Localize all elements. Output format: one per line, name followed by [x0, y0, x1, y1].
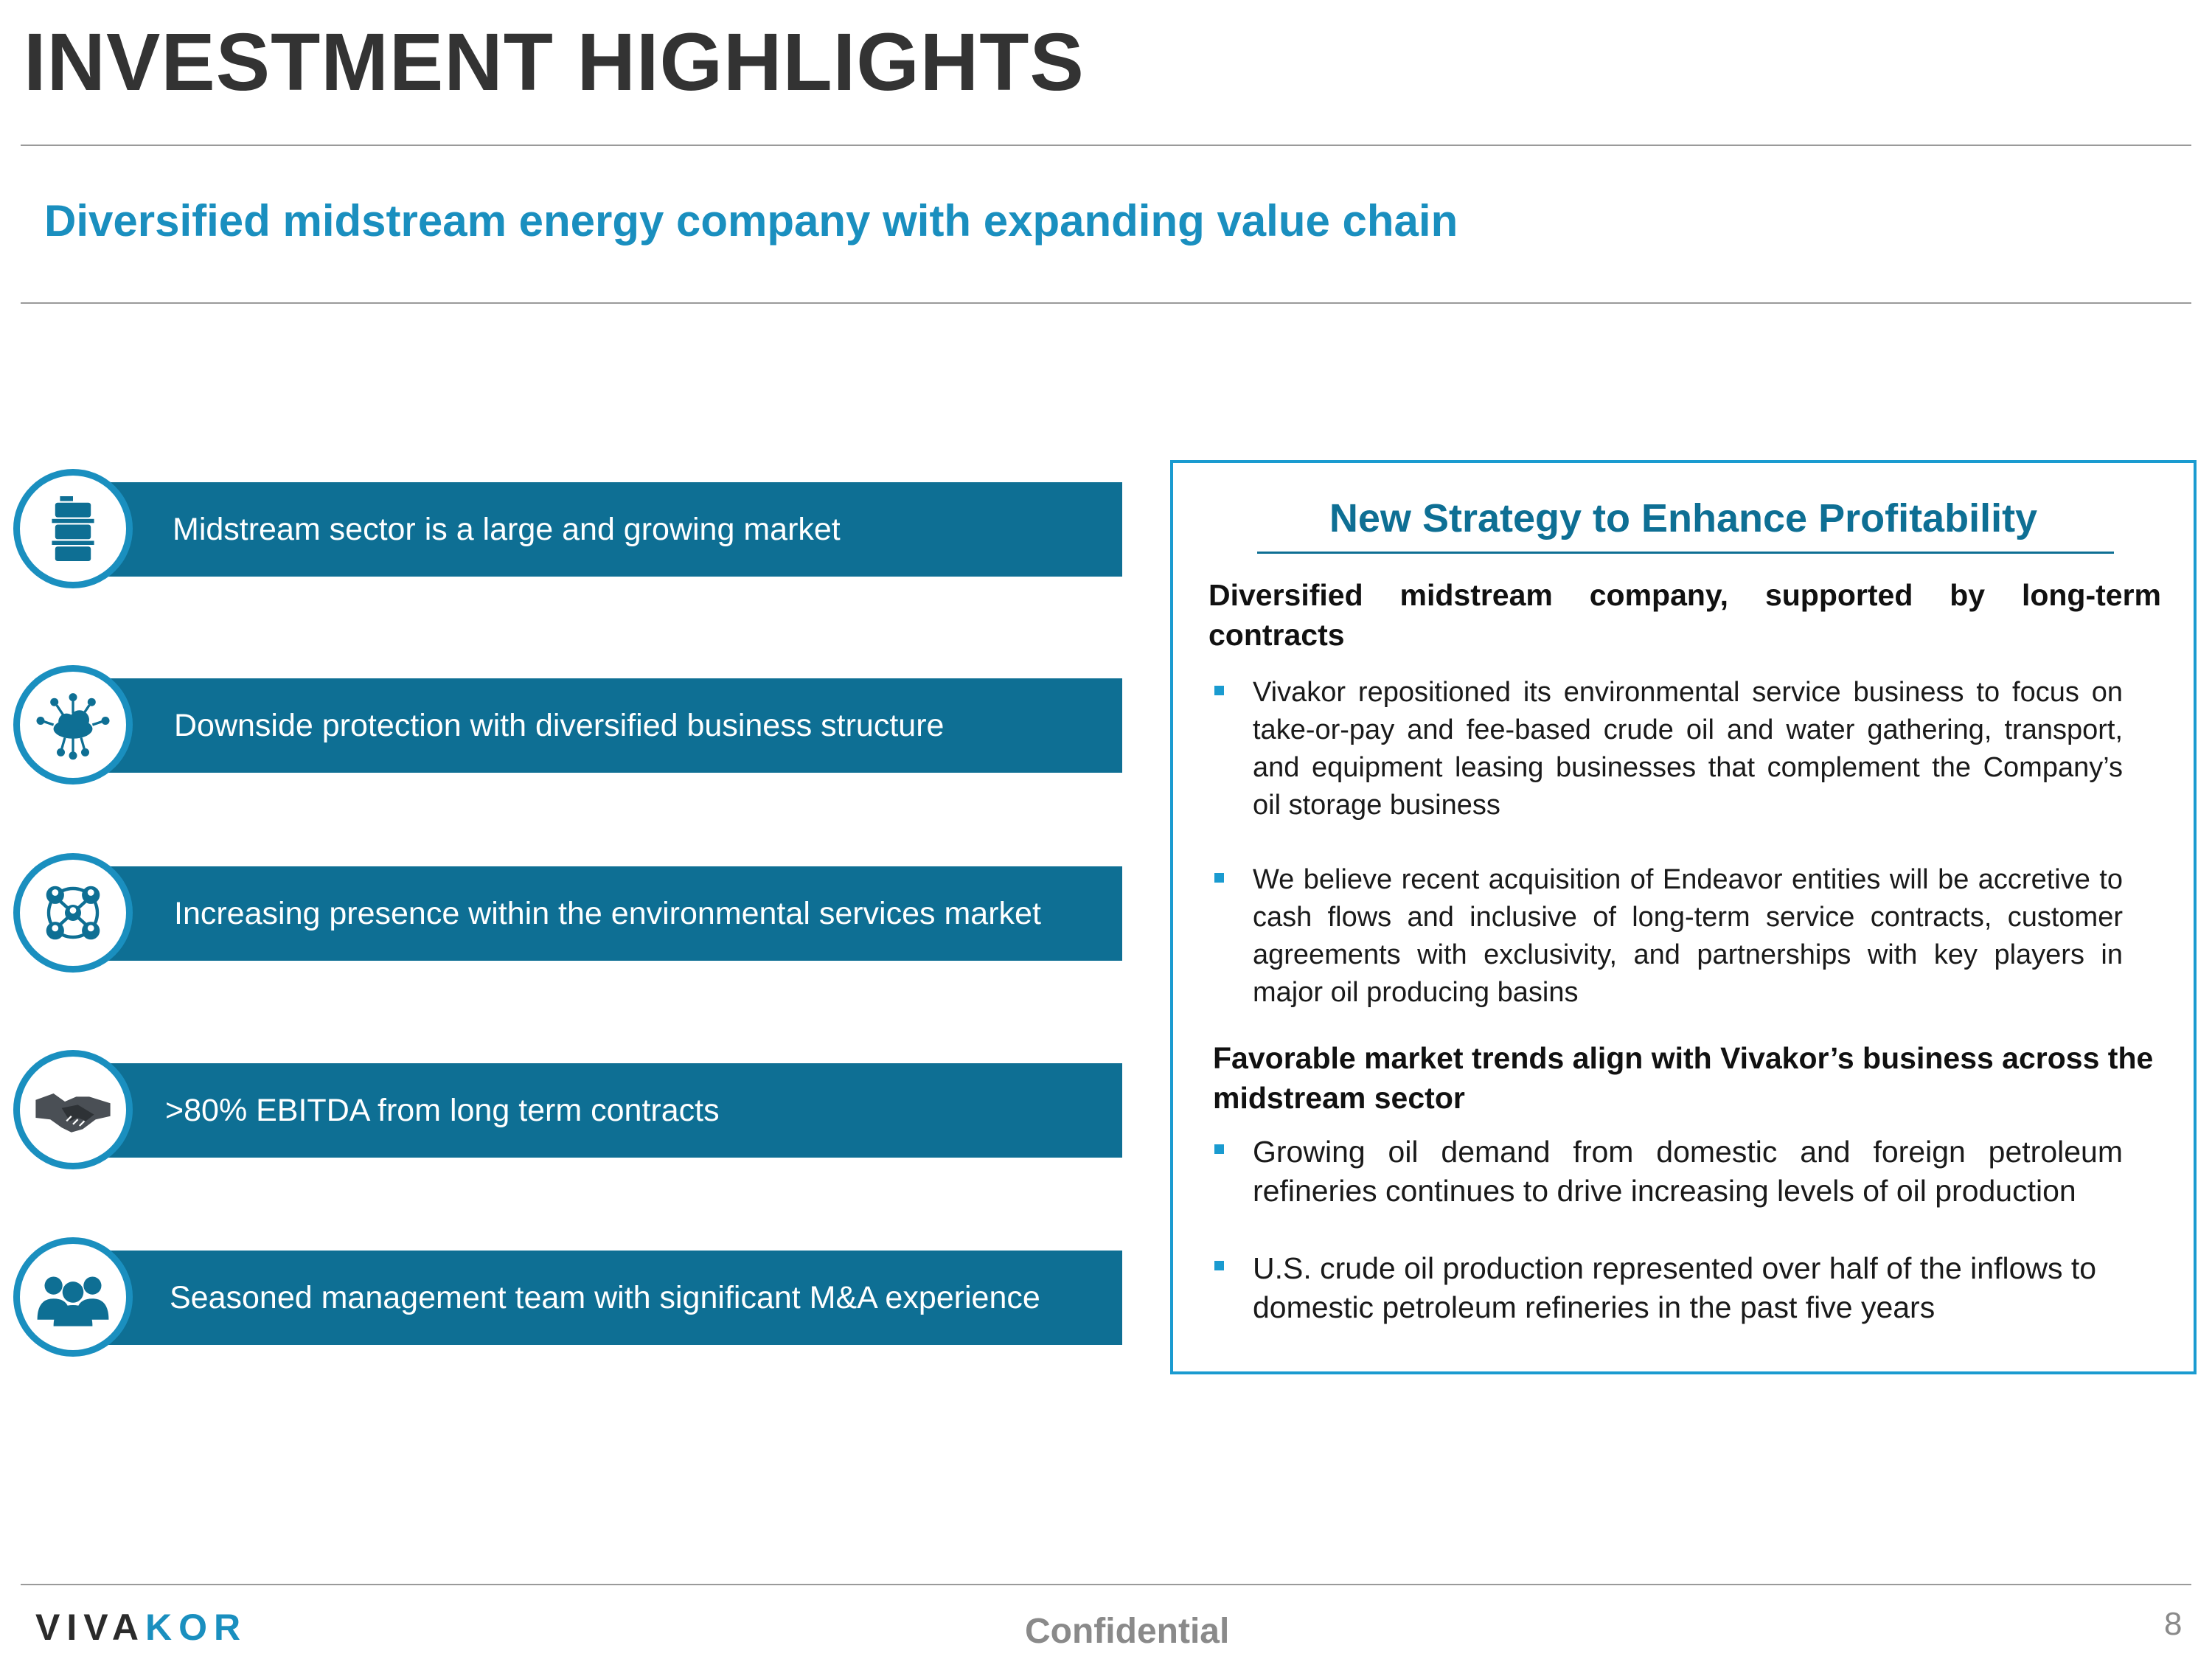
highlight-label: Increasing presence within the environmental services market	[174, 895, 1041, 931]
bullet-text: U.S. crude oil production represented over half of the inflows to domestic petroleum refineries in the past five years	[1253, 1251, 2097, 1324]
strategy-box	[1170, 460, 2197, 1374]
page-title: INVESTMENT HIGHLIGHTS	[24, 17, 1085, 108]
company-logo	[35, 1606, 247, 1649]
highlight-label: Seasoned management team with significant M&A experience	[170, 1279, 1040, 1315]
highlight-bar	[96, 1063, 1122, 1158]
section-heading: Favorable market trends align with Vivakor’s business across the midstream sector	[1213, 1041, 2154, 1115]
bullet-item	[1253, 1249, 2123, 1327]
highlight-item	[0, 469, 1135, 594]
highlight-bar	[96, 678, 1122, 773]
confidential-label: Confidential	[1025, 1612, 1230, 1651]
bullet-text: Growing oil demand from domestic and foreign petroleum refineries continues to drive increasing levels of oil production	[1253, 1135, 2123, 1208]
highlight-item	[0, 1050, 1135, 1175]
strategy-title-rule	[1257, 552, 2114, 554]
logo-main: VIVA	[35, 1607, 145, 1648]
title-divider	[21, 145, 2191, 146]
footer-divider	[21, 1584, 2191, 1585]
subtitle-divider	[21, 302, 2191, 304]
page-subtitle: Diversified midstream energy company with expanding value chain	[44, 196, 1458, 246]
bullet-item	[1253, 861, 2123, 1012]
highlight-item	[0, 665, 1135, 790]
highlight-item	[0, 853, 1135, 978]
bullet-marker	[1214, 873, 1224, 883]
highlight-bar	[96, 866, 1122, 961]
bullet-marker	[1214, 1261, 1224, 1270]
highlight-label: Midstream sector is a large and growing market	[173, 511, 841, 547]
bullet-marker	[1214, 1144, 1224, 1154]
highlight-label: Downside protection with diversified business structure	[174, 707, 945, 743]
highlight-label: >80% EBITDA from long term contracts	[165, 1092, 720, 1128]
bullet-text: Vivakor repositioned its environmental service business to focus on take-or-pay and fee-based crude oil and water gathering, transport, and equipment leasing businesses that complement the Company’s oil storage business	[1253, 677, 2123, 821]
cloud-network-icon	[13, 665, 133, 785]
logo-accent: KOR	[145, 1607, 248, 1648]
oil-barrel-icon	[13, 469, 133, 588]
section-heading: Diversified midstream company, supported by long-term contracts	[1208, 578, 2161, 652]
highlight-bar	[96, 482, 1122, 577]
bullet-marker	[1214, 686, 1224, 695]
team-icon	[13, 1237, 133, 1357]
bullet-text: We believe recent acquisition of Endeavor entities will be accretive to cash flows and inclusive of long-term service contracts, customer agreements with exclusivity, and partnerships with key players in major oil producing basins	[1253, 864, 2123, 1008]
bullet-item	[1253, 674, 2123, 824]
page-number: 8	[2164, 1606, 2183, 1642]
people-network-icon	[13, 853, 133, 973]
strategy-title: New Strategy to Enhance Profitability	[1329, 496, 2038, 540]
bullet-item	[1253, 1133, 2123, 1211]
highlight-item	[0, 1237, 1135, 1363]
handshake-icon	[13, 1050, 133, 1169]
highlight-bar	[96, 1251, 1122, 1345]
